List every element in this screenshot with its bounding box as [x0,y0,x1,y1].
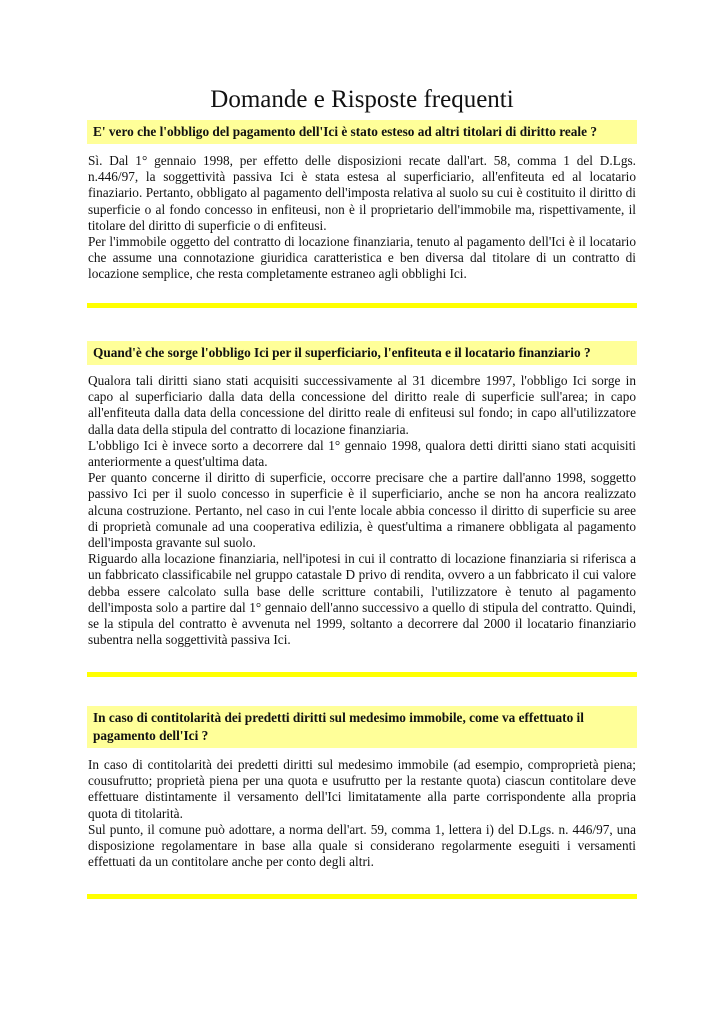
faq-question-2: Quand'è che sorge l'obbligo Ici per il superficiario, l'enfiteuta e il locatario finanziario ? [87,341,637,365]
faq-answer-paragraph: Qualora tali diritti siano stati acquisiti successivamente al 31 dicembre 1997, l'obbligo Ici sorge in capo al superficiario dalla data della concessione del diritto reale di superficie sull'area; in capo all'enfiteuta dalla data della concessione del diritto reale di enfiteusi sul fondo; in capo all'utilizzatore dalla data della stipula del contratto di locazione finanziaria. [88,373,636,437]
faq-answer-paragraph: Per l'immobile oggetto del contratto di locazione finanziaria, tenuto al pagamento dell'Ici è il locatario che assume una connotazione giuridica caratteristica e ben diversa dal titolare di un contratto di locazione semplice, che resta completamente estraneo agli obblighi Ici. [88,234,636,282]
faq-answer-paragraph: Sul punto, il comune può adottare, a norma dell'art. 59, comma 1, lettera i) del D.Lgs. n. 446/97, una disposizione regolamentare in base alla quale si considerano regolarmente eseguiti i versamenti effettuati da un contitolare anche per conto degli altri. [88,821,636,870]
faq-answer-paragraph: Sì. Dal 1° gennaio 1998, per effetto delle disposizioni recate dall'art. 58, comma 1 del D.Lgs. n.446/97, la soggettività passiva Ici è stata estesa al superficiario, all'enfiteuta ed al locatario finaziario. Pertanto, obbligato al pagamento dell'imposta relativa al suolo su cui è costituito il diritto di superficie o al fondo concesso in enfiteusi, non è il proprietario dell'immobile ma, rispettivamente, il titolare del diritto di superficie o di enfiteusi. [88,153,636,233]
page-title: Domande e Risposte frequenti [210,86,514,113]
faq-answer-3 [88,757,636,870]
faq-answer-paragraph: Per quanto concerne il diritto di superficie, occorre precisare che a partire dall'anno 1998, soggetto passivo Ici per il suolo concesso in superficie è il superficiario, anche se non ha ancora realizzato alcuna costruzione. Pertanto, nel caso in cui l'ente locale abbia concesso il diritto di superficie su aree di proprietà comunale ad una cooperativa edilizia, è quest'ultima a rimanere obbligata al pagamento dell'imposta gravante sul suolo. [88,470,636,551]
section-divider [87,672,637,677]
faq-question-3: In caso di contitolarità dei predetti diritti sul medesimo immobile, come va effettuato il pagamento dell'Ici ? [87,706,637,748]
faq-answer-paragraph: In caso di contitolarità dei predetti diritti sul medesimo immobile (ad esempio, comproprietà piena; cousufrutto; proprietà piena per una quota e usufrutto per la restante quota) ciascun contitolare deve effettuare distintamente il versamento dell'Ici limitatamente alla parte corrispondente alla propria quota di titolarità. [88,757,636,821]
faq-question-1: E' vero che l'obbligo del pagamento dell'Ici è stato esteso ad altri titolari di diritto reale ? [87,120,637,144]
faq-answer-paragraph: Riguardo alla locazione finanziaria, nell'ipotesi in cui il contratto di locazione finanziaria si riferisca a un fabbricato classificabile nel gruppo catastale D privo di rendita, ovvero a un fabbricato il cui valore debba essere calcolato sulla base delle scritture contabili, l'utilizzatore è tenuto al pagamento dell'imposta solo a partire dal 1° gennaio dell'anno successivo a quello di stipula del contratto. Quindi, se la stipula del contratto è avvenuta nel 1999, soltanto a decorrere dal 2000 il locatario finanziario subentra nella soggettività passiva Ici. [88,551,636,648]
faq-answer-1 [88,153,636,283]
faq-answer-2 [88,373,636,648]
faq-answer-paragraph: L'obbligo Ici è invece sorto a decorrere dal 1° gennaio 1998, qualora detti diritti siano stati acquisiti anteriormente a quest'ultima data. [88,437,636,470]
section-divider [87,303,637,308]
section-divider [87,894,637,899]
